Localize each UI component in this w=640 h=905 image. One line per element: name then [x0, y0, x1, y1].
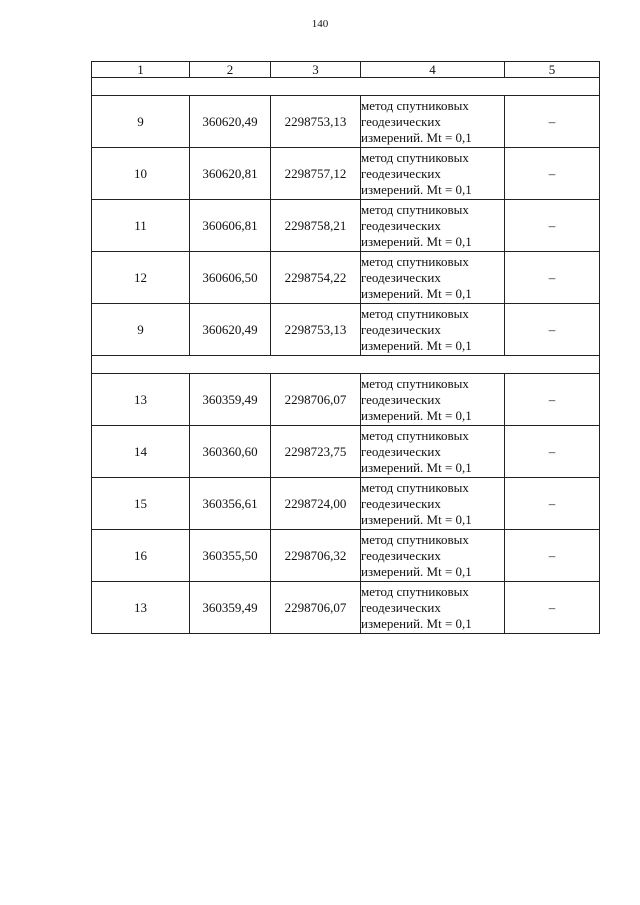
point-number-cell: 9: [92, 96, 190, 148]
point-number-cell: 10: [92, 148, 190, 200]
table-row: [92, 530, 600, 582]
description-cell: –: [505, 148, 600, 200]
method-line: метод спутниковых: [361, 427, 469, 443]
method-cell: [361, 96, 505, 148]
header-cell-5: 5: [505, 62, 600, 78]
y-coordinate-cell: 2298706,07: [271, 582, 361, 634]
method-line: геодезических: [361, 217, 441, 233]
point-number-cell: 16: [92, 530, 190, 582]
method-line: измерений. Mt = 0,1: [361, 511, 472, 527]
method-line: геодезических: [361, 495, 441, 511]
x-coordinate-cell: 360359,49: [190, 374, 271, 426]
method-line: измерений. Mt = 0,1: [361, 337, 472, 353]
y-coordinate-cell: 2298754,22: [271, 252, 361, 304]
method-cell: [361, 252, 505, 304]
method-cell: [361, 200, 505, 252]
method-line: метод спутниковых: [361, 479, 469, 495]
x-coordinate-cell: 360360,60: [190, 426, 271, 478]
method-cell: [361, 148, 505, 200]
method-line: измерений. Mt = 0,1: [361, 407, 472, 423]
description-cell: –: [505, 426, 600, 478]
method-line: метод спутниковых: [361, 375, 469, 391]
method-line: измерений. Mt = 0,1: [361, 615, 472, 631]
page-number: 140: [311, 18, 329, 30]
point-number-cell: 15: [92, 478, 190, 530]
section-separator-row: [92, 356, 600, 374]
point-number-cell: 13: [92, 374, 190, 426]
y-coordinate-cell: 2298753,13: [271, 96, 361, 148]
x-coordinate-cell: 360620,49: [190, 96, 271, 148]
method-line: геодезических: [361, 391, 441, 407]
header-cell-4: 4: [361, 62, 505, 78]
method-line: измерений. Mt = 0,1: [361, 563, 472, 579]
section-separator-row: [92, 78, 600, 96]
header-row: [92, 62, 600, 78]
method-line: метод спутниковых: [361, 583, 469, 599]
method-line: метод спутниковых: [361, 201, 469, 217]
table-row: [92, 478, 600, 530]
method-line: геодезических: [361, 269, 441, 285]
method-cell: [361, 426, 505, 478]
method-line: измерений. Mt = 0,1: [361, 285, 472, 301]
section-separator-cell: [92, 78, 600, 96]
y-coordinate-cell: 2298724,00: [271, 478, 361, 530]
table-row: [92, 200, 600, 252]
y-coordinate-cell: 2298758,21: [271, 200, 361, 252]
description-cell: –: [505, 530, 600, 582]
method-cell: [361, 374, 505, 426]
method-line: геодезических: [361, 547, 441, 563]
method-line: измерений. Mt = 0,1: [361, 129, 472, 145]
section-separator-cell: [92, 356, 600, 374]
description-cell: –: [505, 304, 600, 356]
method-cell: [361, 478, 505, 530]
method-cell: [361, 582, 505, 634]
header-cell-1: 1: [92, 62, 190, 78]
y-coordinate-cell: 2298706,07: [271, 374, 361, 426]
method-line: метод спутниковых: [361, 305, 469, 321]
method-line: геодезических: [361, 321, 441, 337]
description-cell: –: [505, 252, 600, 304]
y-coordinate-cell: 2298757,12: [271, 148, 361, 200]
method-line: геодезических: [361, 443, 441, 459]
header-cell-3: 3: [271, 62, 361, 78]
table-row: [92, 96, 600, 148]
point-number-cell: 11: [92, 200, 190, 252]
point-number-cell: 14: [92, 426, 190, 478]
method-line: метод спутниковых: [361, 253, 469, 269]
x-coordinate-cell: 360356,61: [190, 478, 271, 530]
description-cell: –: [505, 374, 600, 426]
point-number-cell: 9: [92, 304, 190, 356]
x-coordinate-cell: 360606,50: [190, 252, 271, 304]
method-line: метод спутниковых: [361, 531, 469, 547]
x-coordinate-cell: 360355,50: [190, 530, 271, 582]
method-cell: [361, 304, 505, 356]
table-row: [92, 426, 600, 478]
table-row: [92, 374, 600, 426]
description-cell: –: [505, 582, 600, 634]
description-cell: –: [505, 200, 600, 252]
description-cell: –: [505, 96, 600, 148]
table-row: [92, 252, 600, 304]
y-coordinate-cell: 2298706,32: [271, 530, 361, 582]
header-cell-2: 2: [190, 62, 271, 78]
method-cell: [361, 530, 505, 582]
x-coordinate-cell: 360620,81: [190, 148, 271, 200]
table-row: [92, 582, 600, 634]
method-line: измерений. Mt = 0,1: [361, 181, 472, 197]
method-line: метод спутниковых: [361, 97, 469, 113]
y-coordinate-cell: 2298723,75: [271, 426, 361, 478]
y-coordinate-cell: 2298753,13: [271, 304, 361, 356]
table-row: [92, 304, 600, 356]
description-cell: –: [505, 478, 600, 530]
x-coordinate-cell: 360606,81: [190, 200, 271, 252]
method-line: измерений. Mt = 0,1: [361, 233, 472, 249]
x-coordinate-cell: 360620,49: [190, 304, 271, 356]
method-line: метод спутниковых: [361, 149, 469, 165]
coordinates-table: [91, 61, 600, 634]
method-line: геодезических: [361, 113, 441, 129]
method-line: геодезических: [361, 599, 441, 615]
point-number-cell: 13: [92, 582, 190, 634]
method-line: измерений. Mt = 0,1: [361, 459, 472, 475]
x-coordinate-cell: 360359,49: [190, 582, 271, 634]
method-line: геодезических: [361, 165, 441, 181]
table-body: [92, 78, 600, 634]
table-row: [92, 148, 600, 200]
point-number-cell: 12: [92, 252, 190, 304]
